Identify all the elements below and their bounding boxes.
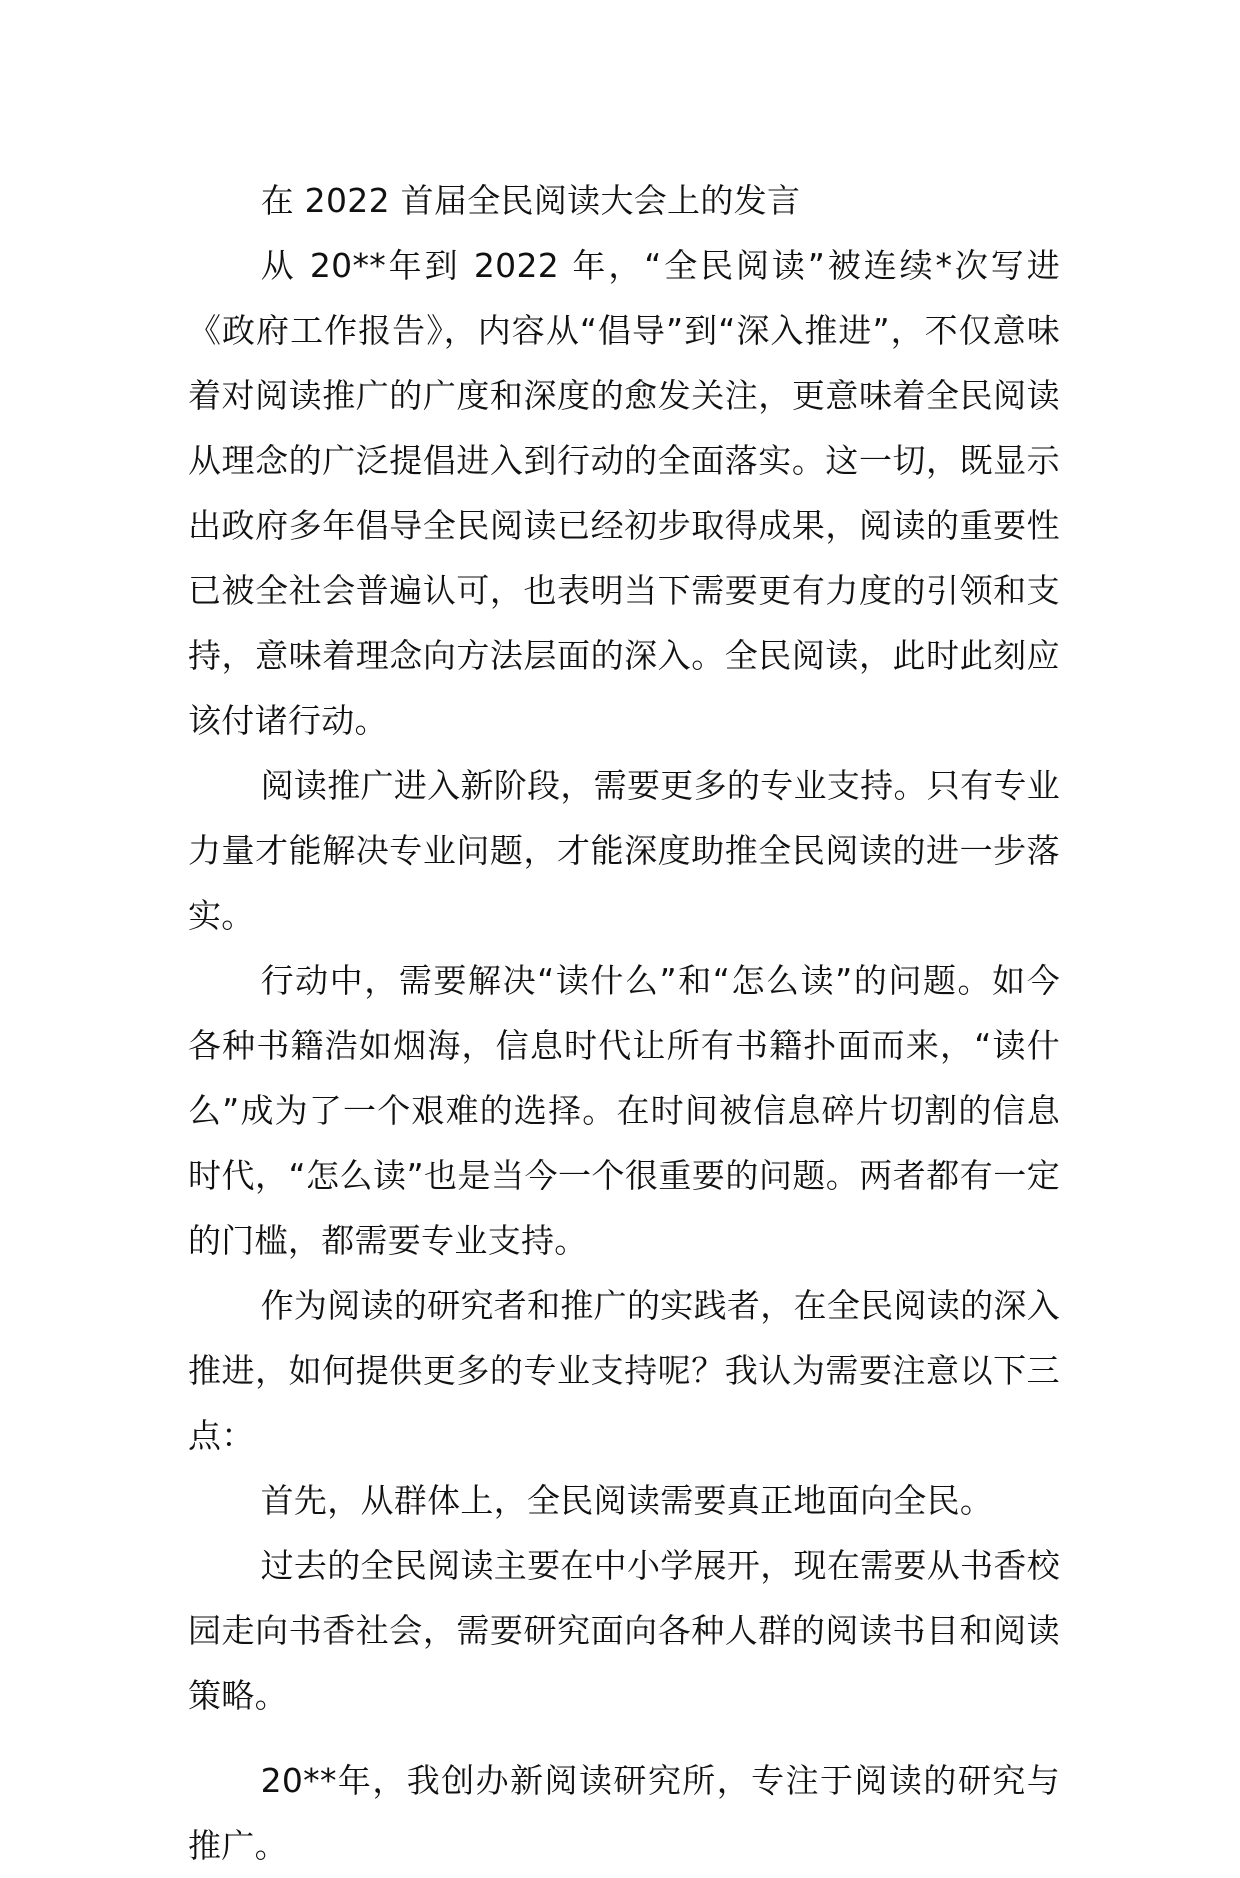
document-body	[188, 168, 1060, 1878]
paragraph-1: 从 20**年到 2022 年，“全民阅读”被连续*次写进《政府工作报告》，内容从“倡导”到“深入推进”，不仅意味着对阅读推广的广度和深度的愈发关注，更意味着全民阅读从理念的广泛提倡进入到行动的全面落实。这一切，既显示出政府多年倡导全民阅读已经初步取得成果，阅读的重要性已被全社会普遍认可，也表明当下需要更有力度的引领和支持，意味着理念向方法层面的深入。全民阅读，此时此刻应该付诸行动。	[188, 246, 1060, 740]
paragraph-4: 作为阅读的研究者和推广的实践者，在全民阅读的深入推进，如何提供更多的专业支持呢？我认为需要注意以下三点：	[188, 1286, 1060, 1455]
document-title: 在 2022 首届全民阅读大会上的发言	[260, 181, 801, 220]
paragraph-2: 阅读推广进入新阶段，需要更多的专业支持。只有专业力量才能解决专业问题，才能深度助推全民阅读的进一步落实。	[188, 766, 1060, 935]
paragraph-7: 20**年，我创办新阅读研究所，专注于阅读的研究与推广。	[188, 1761, 1060, 1865]
paragraph-6: 过去的全民阅读主要在中小学展开，现在需要从书香校园走向书香社会，需要研究面向各种人群的阅读书目和阅读策略。	[188, 1546, 1060, 1715]
paragraph-3: 行动中，需要解决“读什么”和“怎么读”的问题。如今各种书籍浩如烟海，信息时代让所有书籍扑面而来，“读什么”成为了一个艰难的选择。在时间被信息碎片切割的信息时代，“怎么读”也是当今一个很重要的问题。两者都有一定的门槛，都需要专业支持。	[188, 961, 1060, 1260]
paragraph-5: 首先，从群体上，全民阅读需要真正地面向全民。	[260, 1481, 994, 1520]
